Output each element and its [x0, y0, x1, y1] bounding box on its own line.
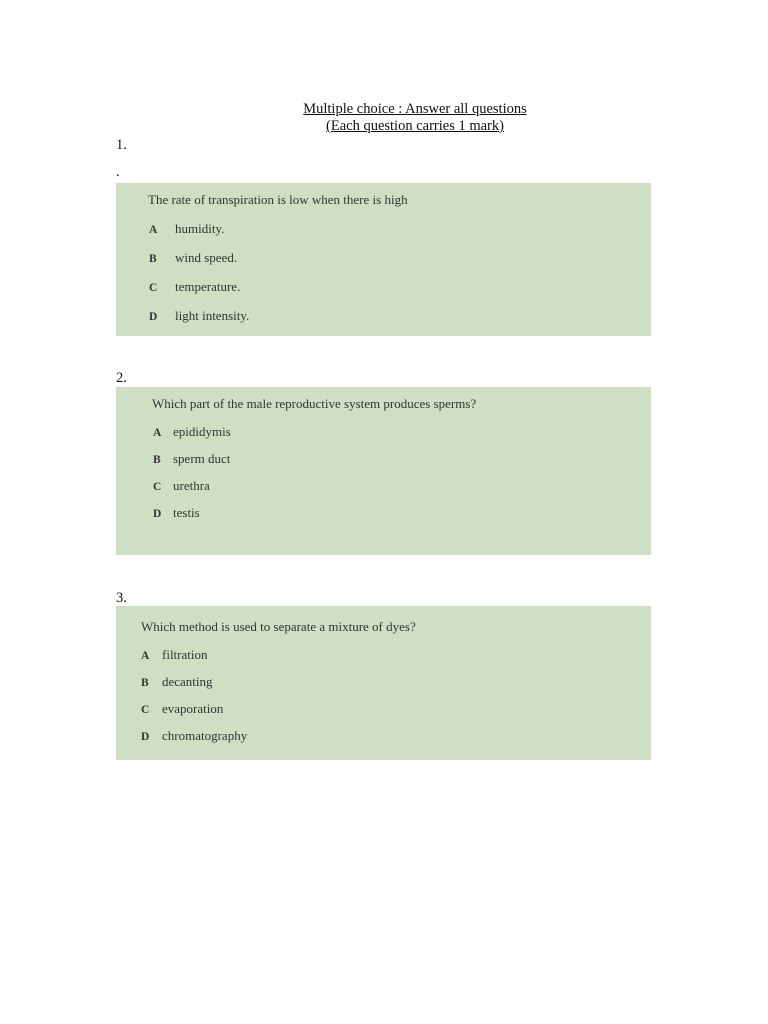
question-1-option-a [149, 221, 224, 237]
question-2-option-c [153, 478, 210, 494]
option-text: light intensity. [175, 308, 250, 323]
option-text: decanting [162, 674, 213, 689]
option-text: wind speed. [175, 250, 238, 265]
option-letter: C [141, 704, 150, 716]
question-2-option-a [153, 424, 231, 440]
option-text: testis [173, 505, 200, 520]
question-3-option-a [141, 647, 208, 663]
option-letter: D [149, 311, 158, 323]
question-2-stem: Which part of the male reproductive system produces sperms? [152, 396, 477, 411]
option-text: epididymis [173, 424, 231, 439]
option-letter: C [149, 282, 158, 294]
question-1-option-b [149, 250, 237, 266]
option-text: evaporation [162, 701, 224, 716]
question-3-stem: Which method is used to separate a mixture of dyes? [141, 619, 416, 634]
question-2-option-d [153, 505, 200, 521]
question-1-option-c [149, 279, 240, 295]
option-text: filtration [162, 647, 208, 662]
option-text: chromatography [162, 728, 248, 743]
option-letter: B [153, 454, 161, 466]
option-text: humidity. [175, 221, 225, 236]
option-letter: B [141, 677, 149, 689]
option-text: sperm duct [173, 451, 231, 466]
option-text: temperature. [175, 279, 241, 294]
option-text: urethra [173, 478, 210, 493]
question-2-panel [116, 387, 651, 555]
page-subtitle: (Each question carries 1 mark) [326, 118, 504, 134]
question-1-option-d [149, 308, 249, 324]
option-letter: B [149, 253, 157, 265]
option-letter: C [153, 481, 162, 493]
question-3-panel [116, 606, 651, 760]
question-3-option-d [141, 728, 247, 744]
question-number-3: 3. [116, 590, 127, 606]
option-letter: D [141, 731, 150, 743]
question-2-option-b [153, 451, 230, 467]
header [0, 101, 768, 135]
option-letter: A [141, 650, 150, 662]
question-1-extra-mark: . [116, 164, 120, 180]
question-number-2: 2. [116, 370, 127, 386]
question-3-option-b [141, 674, 213, 690]
option-letter: A [153, 427, 162, 439]
question-1-stem: The rate of transpiration is low when there is high [148, 192, 408, 207]
question-number-1: 1. [116, 137, 127, 153]
question-1-panel [116, 183, 651, 336]
question-3-option-c [141, 701, 223, 717]
option-letter: D [153, 508, 162, 520]
option-letter: A [149, 224, 158, 236]
page-title: Multiple choice : Answer all questions [303, 101, 527, 117]
